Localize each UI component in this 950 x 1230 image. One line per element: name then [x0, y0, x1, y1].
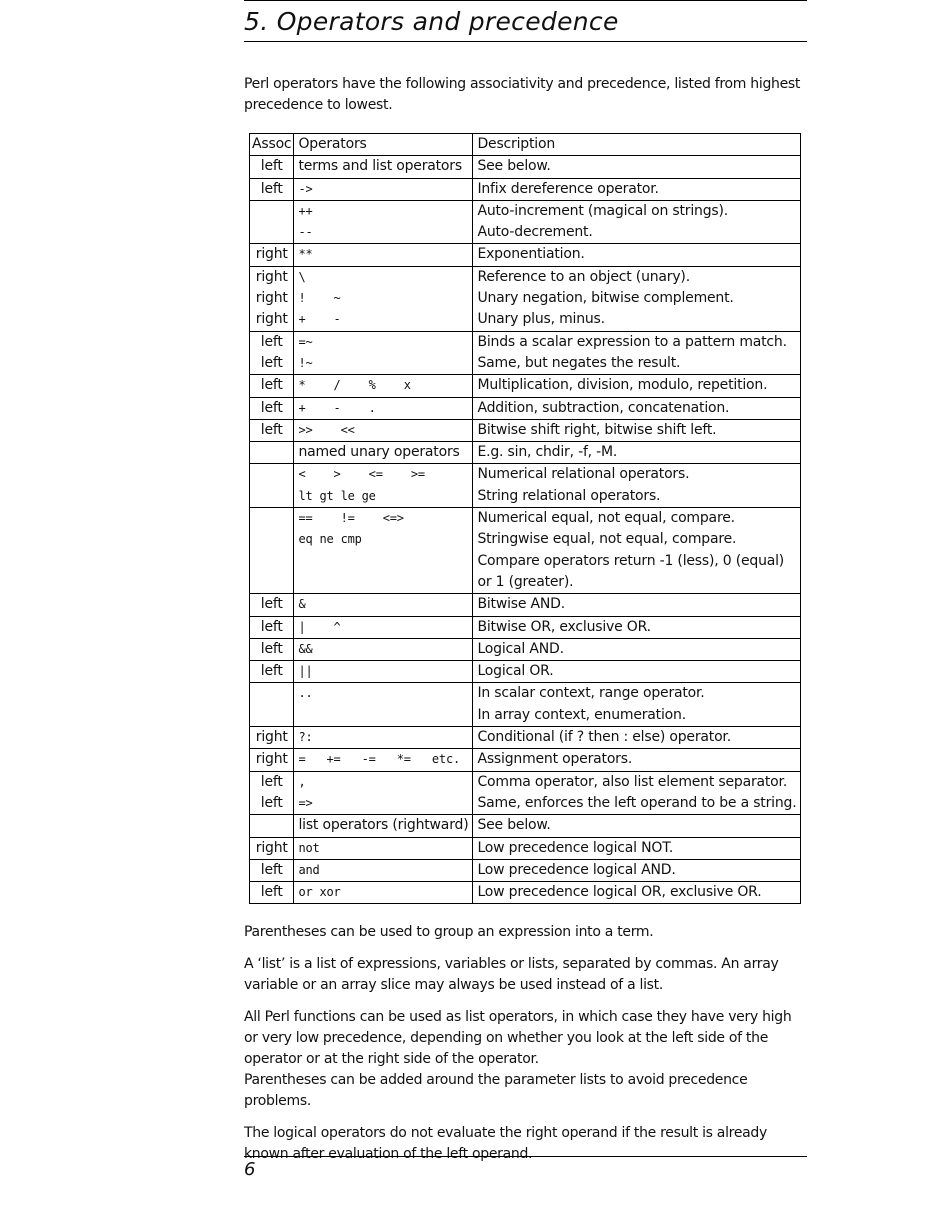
assoc-cell [250, 156, 294, 178]
description-cell [473, 266, 801, 331]
precedence-table [249, 133, 801, 904]
assoc-line: right [255, 751, 288, 768]
assoc-cell [250, 331, 294, 375]
operators-line: .. [298, 686, 313, 701]
assoc-line [252, 201, 291, 222]
paragraph-line: All Perl functions can be used as list operators, in which case they have very high or very low precedence, depending on whether you look at the left side of the operator or at the right side of the operator. [244, 1009, 792, 1068]
description-line: Reference to an object (unary). [477, 268, 690, 285]
table-row [250, 464, 801, 508]
description-cell [473, 331, 801, 375]
description-line: Bitwise AND. [477, 596, 566, 613]
assoc-line [252, 551, 291, 572]
table-body [250, 156, 801, 904]
assoc-line [252, 222, 291, 243]
assoc-cell [250, 859, 294, 881]
table-header-row [250, 134, 801, 156]
operators-line: = += -= *= etc. [298, 752, 461, 767]
table-row [250, 815, 801, 837]
operators-cell [294, 594, 473, 616]
assoc-cell [250, 464, 294, 508]
assoc-line: left [260, 640, 283, 657]
description-cell [473, 749, 801, 771]
description-line: See below. [477, 817, 551, 834]
description-line: Bitwise OR, exclusive OR. [477, 618, 651, 635]
body-paragraphs [244, 922, 807, 1165]
operators-line: -- [298, 225, 313, 240]
paragraph-line: Parentheses can be used to group an expression into a term. [244, 924, 654, 941]
description-line: Addition, subtraction, concatenation. [477, 399, 730, 416]
operators-line [298, 705, 468, 726]
table-row [250, 727, 801, 749]
description-line: Comma operator, also list element separator. [477, 773, 788, 790]
operators-line [298, 551, 468, 572]
operators-line: | ^ [298, 619, 341, 634]
description-line: Numerical relational operators. [477, 466, 690, 483]
operators-cell [294, 815, 473, 837]
paragraph [244, 954, 807, 996]
description-cell [473, 244, 801, 266]
assoc-cell [250, 244, 294, 266]
description-cell [473, 616, 801, 638]
description-line: In array context, enumeration. [477, 706, 686, 723]
description-line: Compare operators return -1 (less), 0 (equal) [477, 552, 785, 569]
operators-cell [294, 244, 473, 266]
operators-line: >> << [298, 422, 355, 437]
table-row [250, 397, 801, 419]
paragraph [244, 922, 807, 943]
description-cell [473, 661, 801, 683]
paragraph-line: The logical operators do not evaluate the right operand if the result is already known after evaluation of the left operand. [244, 1125, 767, 1163]
table-row [250, 375, 801, 397]
table-row [250, 771, 801, 815]
description-cell [473, 727, 801, 749]
operators-line: =~ [298, 334, 313, 349]
assoc-cell [250, 837, 294, 859]
description-line: Binds a scalar expression to a pattern match. [477, 333, 787, 350]
table-row [250, 683, 801, 727]
table-row [250, 331, 801, 375]
operators-line: < > <= >= [298, 467, 425, 482]
assoc-line: left [260, 354, 283, 371]
description-line: Low precedence logical NOT. [477, 839, 674, 856]
paragraph [244, 1007, 807, 1112]
assoc-cell [250, 266, 294, 331]
assoc-line: left [260, 421, 283, 438]
operators-line: & [298, 597, 306, 612]
operators-cell [294, 200, 473, 244]
table-row [250, 178, 801, 200]
description-line: Assignment operators. [477, 751, 633, 768]
operators-cell [294, 442, 473, 464]
description-line: Conditional (if ? then : else) operator. [477, 729, 731, 746]
operators-cell [294, 156, 473, 178]
title-rule [244, 41, 807, 42]
operators-cell [294, 464, 473, 508]
assoc-cell [250, 442, 294, 464]
description-line: Auto-increment (magical on strings). [477, 202, 729, 219]
operators-cell [294, 178, 473, 200]
table-row [250, 616, 801, 638]
assoc-line: left [260, 399, 283, 416]
operators-line: named unary operators [298, 444, 460, 461]
description-cell [473, 815, 801, 837]
assoc-line [252, 508, 291, 529]
paragraph-line: Parentheses can be added around the parameter lists to avoid precedence problems. [244, 1072, 748, 1110]
operators-cell [294, 882, 473, 904]
assoc-cell [250, 683, 294, 727]
assoc-cell [250, 771, 294, 815]
assoc-line: left [260, 618, 283, 635]
assoc-line: right [255, 246, 288, 263]
operators-line: == != <=> [298, 511, 404, 526]
assoc-line [252, 705, 291, 726]
description-line: Low precedence logical OR, exclusive OR. [477, 884, 762, 901]
operators-line: list operators (rightward) [298, 817, 469, 834]
assoc-cell [250, 638, 294, 660]
header-operators: Operators [294, 134, 473, 156]
description-cell [473, 419, 801, 441]
operators-line: , [298, 774, 306, 789]
operators-line: or xor [298, 885, 341, 900]
table-row [250, 859, 801, 881]
description-cell [473, 508, 801, 594]
assoc-line [252, 683, 291, 704]
description-line: Exponentiation. [477, 246, 585, 263]
table-row [250, 508, 801, 594]
description-cell [473, 594, 801, 616]
assoc-line: left [260, 884, 283, 901]
table-row [250, 749, 801, 771]
operators-cell [294, 397, 473, 419]
header-assoc: Assoc [250, 134, 294, 156]
assoc-line [252, 529, 291, 550]
operators-cell [294, 638, 473, 660]
assoc-line: right [255, 839, 288, 856]
assoc-line: left [260, 794, 283, 811]
description-line: Logical OR. [477, 663, 554, 680]
assoc-line: left [260, 773, 283, 790]
description-cell [473, 837, 801, 859]
description-cell [473, 178, 801, 200]
description-line: Same, enforces the left operand to be a string. [477, 794, 797, 811]
operators-line: \ [298, 269, 306, 284]
assoc-line: right [255, 311, 288, 328]
assoc-line: left [260, 180, 283, 197]
operators-line: + - . [298, 400, 376, 415]
assoc-cell [250, 727, 294, 749]
operators-line: not [298, 840, 320, 855]
assoc-cell [250, 815, 294, 837]
description-cell [473, 442, 801, 464]
description-line: Stringwise equal, not equal, compare. [477, 531, 737, 548]
assoc-line: left [260, 596, 283, 613]
operators-line: -> [298, 181, 313, 196]
operators-line: and [298, 862, 320, 877]
header-description: Description [473, 134, 801, 156]
description-line: E.g. sin, chdir, -f, -M. [477, 444, 618, 461]
section-title: 5. Operators and precedence [244, 7, 619, 36]
description-line: Unary plus, minus. [477, 311, 605, 328]
operators-line: eq ne cmp [298, 532, 362, 547]
operators-line: && [298, 641, 313, 656]
document-page [244, 0, 807, 1176]
table-row [250, 200, 801, 244]
operators-line [298, 572, 468, 593]
table-row [250, 882, 801, 904]
assoc-line [252, 464, 291, 485]
operators-cell [294, 616, 473, 638]
assoc-line: right [255, 268, 288, 285]
assoc-cell [250, 178, 294, 200]
description-cell [473, 638, 801, 660]
operators-cell [294, 859, 473, 881]
description-line: or 1 (greater). [477, 573, 574, 590]
operators-cell [294, 375, 473, 397]
assoc-line: left [260, 861, 283, 878]
operators-line: ! ~ [298, 291, 341, 306]
description-cell [473, 882, 801, 904]
operators-cell [294, 331, 473, 375]
description-cell [473, 397, 801, 419]
operators-line: + - [298, 312, 341, 327]
operators-cell [294, 727, 473, 749]
assoc-cell [250, 508, 294, 594]
operators-line: || [298, 664, 313, 679]
operators-line: ++ [298, 203, 313, 218]
assoc-cell [250, 419, 294, 441]
description-cell [473, 683, 801, 727]
table-row [250, 156, 801, 178]
description-line: Same, but negates the result. [477, 354, 681, 371]
operators-cell [294, 661, 473, 683]
assoc-cell [250, 200, 294, 244]
table-row [250, 594, 801, 616]
description-line: Auto-decrement. [477, 224, 593, 241]
assoc-cell [250, 882, 294, 904]
operators-cell [294, 771, 473, 815]
description-line: Logical AND. [477, 640, 564, 657]
description-cell [473, 771, 801, 815]
paragraph-line: A ‘list’ is a list of expressions, variables or lists, separated by commas. An array variable or an array slice may always be used instead of a list. [244, 956, 779, 994]
assoc-line [252, 572, 291, 593]
table-row [250, 419, 801, 441]
operators-cell [294, 266, 473, 331]
operators-cell [294, 683, 473, 727]
assoc-line: right [255, 290, 288, 307]
operators-cell [294, 508, 473, 594]
description-line: Infix dereference operator. [477, 180, 659, 197]
operators-line: ** [298, 247, 313, 262]
operators-line: !~ [298, 355, 313, 370]
operators-line: lt gt le ge [298, 488, 376, 503]
assoc-cell [250, 594, 294, 616]
description-line: Unary negation, bitwise complement. [477, 290, 734, 307]
description-cell [473, 859, 801, 881]
operators-line: => [298, 795, 313, 810]
assoc-line: left [260, 663, 283, 680]
description-line: See below. [477, 158, 551, 175]
description-line: Low precedence logical AND. [477, 861, 676, 878]
description-line: In scalar context, range operator. [477, 685, 705, 702]
description-cell [473, 464, 801, 508]
operators-line: * / % x [298, 378, 411, 393]
assoc-cell [250, 749, 294, 771]
table-row [250, 266, 801, 331]
table-row [250, 638, 801, 660]
page-number: 6 [244, 1156, 807, 1180]
assoc-line [252, 815, 291, 836]
assoc-line: right [255, 729, 288, 746]
assoc-line: left [260, 158, 283, 175]
table-row [250, 442, 801, 464]
description-line: Numerical equal, not equal, compare. [477, 510, 735, 527]
table-row [250, 661, 801, 683]
operators-cell [294, 419, 473, 441]
table-row [250, 244, 801, 266]
operators-cell [294, 749, 473, 771]
assoc-line [252, 442, 291, 463]
description-line: Bitwise shift right, bitwise shift left. [477, 421, 717, 438]
assoc-line: left [260, 377, 283, 394]
description-cell [473, 375, 801, 397]
intro-paragraph: Perl operators have the following associativity and precedence, listed from highest precedence to lowest. [244, 76, 801, 113]
operators-line: terms and list operators [298, 158, 462, 175]
operators-line: ?: [298, 730, 313, 745]
assoc-line [252, 486, 291, 507]
assoc-cell [250, 661, 294, 683]
operators-cell [294, 837, 473, 859]
description-cell [473, 156, 801, 178]
description-cell [473, 200, 801, 244]
description-line: Multiplication, division, modulo, repetition. [477, 377, 768, 394]
table-row [250, 837, 801, 859]
assoc-cell [250, 397, 294, 419]
description-line: String relational operators. [477, 487, 661, 504]
assoc-cell [250, 616, 294, 638]
assoc-line: left [260, 333, 283, 350]
assoc-cell [250, 375, 294, 397]
